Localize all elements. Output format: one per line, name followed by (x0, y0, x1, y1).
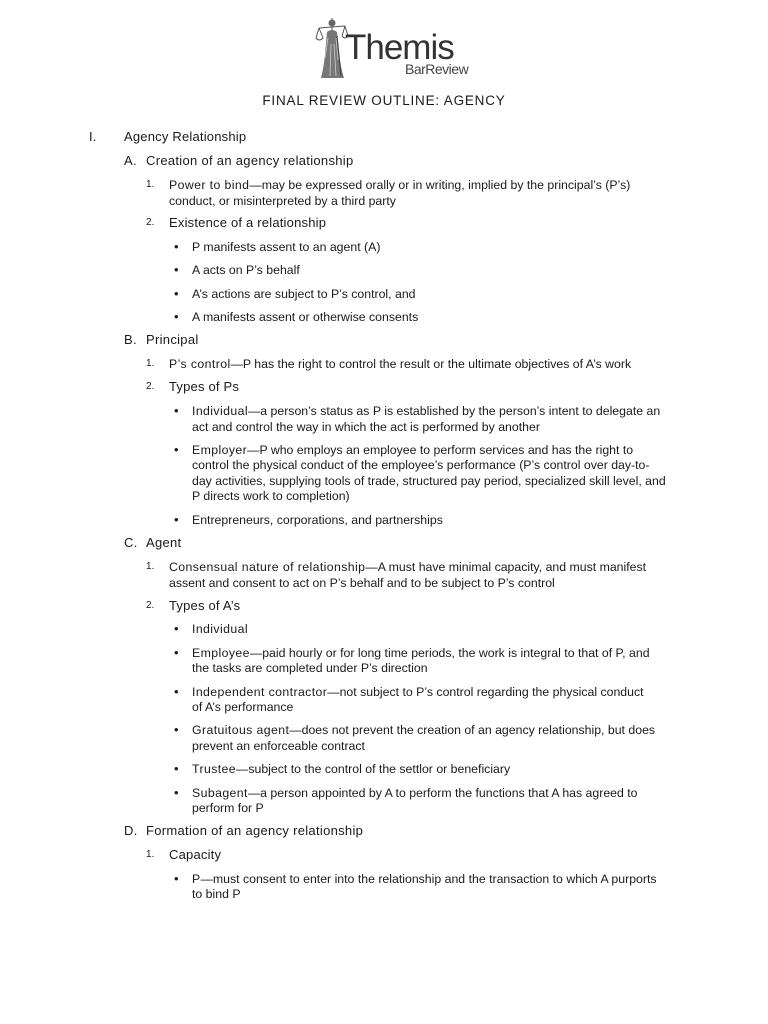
item-number: 1. (146, 849, 155, 860)
bullet-line: —not subject to P’s control regarding the physical conduct (327, 685, 644, 699)
bullet: • (174, 262, 179, 277)
bullet-text: P manifests assent to an agent (A) (192, 240, 381, 254)
bullet-text (192, 761, 510, 777)
item-text: —may be expressed orally or in writing, implied by the principal’s (P’s) (249, 178, 631, 192)
item-text: assent and consent to act on P’s behalf and to be subject to P’s control (169, 576, 555, 590)
bullet: • (174, 403, 179, 418)
bullet-term: P (192, 872, 201, 886)
bullet-text (192, 403, 660, 419)
bullet-term: Trustee (192, 762, 237, 776)
bullet-line: —P who employs an employee to perform services and has the right to (247, 443, 634, 457)
bullet: • (174, 761, 179, 776)
subsection-marker: D. (124, 823, 138, 838)
bullet-text (192, 722, 655, 738)
bullet-text: A acts on P’s behalf (192, 263, 300, 277)
bullet-text (192, 645, 650, 661)
bullet-line: P directs work to completion) (192, 489, 350, 503)
bullet-term: Employer (192, 443, 248, 457)
section-marker: I. (89, 129, 97, 144)
item-text: —P has the right to control the result or the ultimate objectives of A’s work (230, 357, 632, 371)
subsection-marker: A. (124, 153, 137, 168)
item-number: 1. (146, 358, 155, 369)
section-title: Agency Relationship (124, 129, 247, 144)
bullet-term: Subagent (192, 786, 248, 800)
item-number: 2. (146, 381, 155, 392)
logo-wordmark: Themis (345, 28, 454, 67)
bullet: • (174, 645, 179, 660)
bullet-text: Individual (192, 622, 248, 636)
bullet: • (174, 442, 179, 457)
bullet-text: A’s actions are subject to P’s control, and (192, 287, 416, 301)
logo-subtitle: BarReview (405, 61, 469, 77)
bullet: • (174, 785, 179, 800)
item-title: Capacity (169, 847, 222, 862)
bullet-line: —does not prevent the creation of an agency relationship, but does (289, 723, 656, 737)
item-text: —A must have minimal capacity, and must manifest (365, 560, 647, 574)
bullet-line: perform for P (192, 801, 264, 815)
bullet-line: control the physical conduct of the employee’s performance (P’s control over day-to- (192, 458, 650, 472)
item-text: conduct, or misinterpreted by a third party (169, 194, 396, 208)
item-number: 1. (146, 561, 155, 572)
subsection-marker: B. (124, 332, 137, 347)
bullet-line: —a person’s status as P is established by the person’s intent to delegate an (247, 404, 661, 418)
bullet-term: Employee (192, 646, 250, 660)
bullet-line: to bind P (192, 887, 241, 901)
bullet-text (192, 684, 644, 700)
bullet: • (174, 621, 179, 636)
bullet: • (174, 512, 179, 527)
item-term: Power to bind (169, 178, 250, 192)
bullet-text: Entrepreneurs, corporations, and partnerships (192, 513, 443, 527)
bullet-term: Individual (192, 404, 248, 418)
bullet-text (192, 871, 657, 887)
bullet-term: Gratuitous agent (192, 723, 290, 737)
item-number: 1. (146, 179, 155, 190)
subsection-marker: C. (124, 535, 138, 550)
bullet-line: act and control the way in which the act is performed by another (192, 420, 540, 434)
bullet: • (174, 239, 179, 254)
item-number: 2. (146, 217, 155, 228)
outline-item (169, 356, 631, 372)
subsection-title: Agent (146, 535, 182, 550)
bullet: • (174, 309, 179, 324)
item-term: P’s control (169, 357, 231, 371)
outline-item (169, 177, 630, 193)
bullet-text (192, 785, 638, 801)
document-title: FINAL REVIEW OUTLINE: AGENCY (262, 93, 506, 108)
subsection-title: Creation of an agency relationship (146, 153, 354, 168)
item-title: Types of Ps (169, 379, 240, 394)
lady-justice-icon (315, 14, 349, 80)
item-title: Types of A’s (169, 598, 241, 613)
outline-item (169, 559, 646, 575)
bullet-line: prevent an enforceable contract (192, 739, 365, 753)
subsection-title: Principal (146, 332, 199, 347)
bullet-line: —must consent to enter into the relationship and the transaction to which A purports (200, 872, 657, 886)
bullet-line: of A’s performance (192, 700, 294, 714)
item-title: Existence of a relationship (169, 215, 327, 230)
item-term: Consensual nature of relationship (169, 560, 366, 574)
bullet-text: A manifests assent or otherwise consents (192, 310, 419, 324)
themis-logo (315, 14, 469, 80)
bullet-line: day activities, supplying tools of trade, structured pay period, specialized skill level, and (192, 474, 666, 488)
bullet: • (174, 684, 179, 699)
item-number: 2. (146, 600, 155, 611)
subsection-title: Formation of an agency relationship (146, 823, 364, 838)
bullet-line: —paid hourly or for long time periods, the work is integral to that of P, and (249, 646, 650, 660)
bullet: • (174, 722, 179, 737)
bullet-term: Independent contractor (192, 685, 328, 699)
bullet-text (192, 442, 633, 458)
bullet-line: —a person appointed by A to perform the functions that A has agreed to (247, 786, 638, 800)
bullet: • (174, 286, 179, 301)
bullet-line: the tasks are completed under P’s direction (192, 661, 428, 675)
bullet: • (174, 871, 179, 886)
bullet-line: —subject to the control of the settlor or beneficiary (236, 762, 511, 776)
